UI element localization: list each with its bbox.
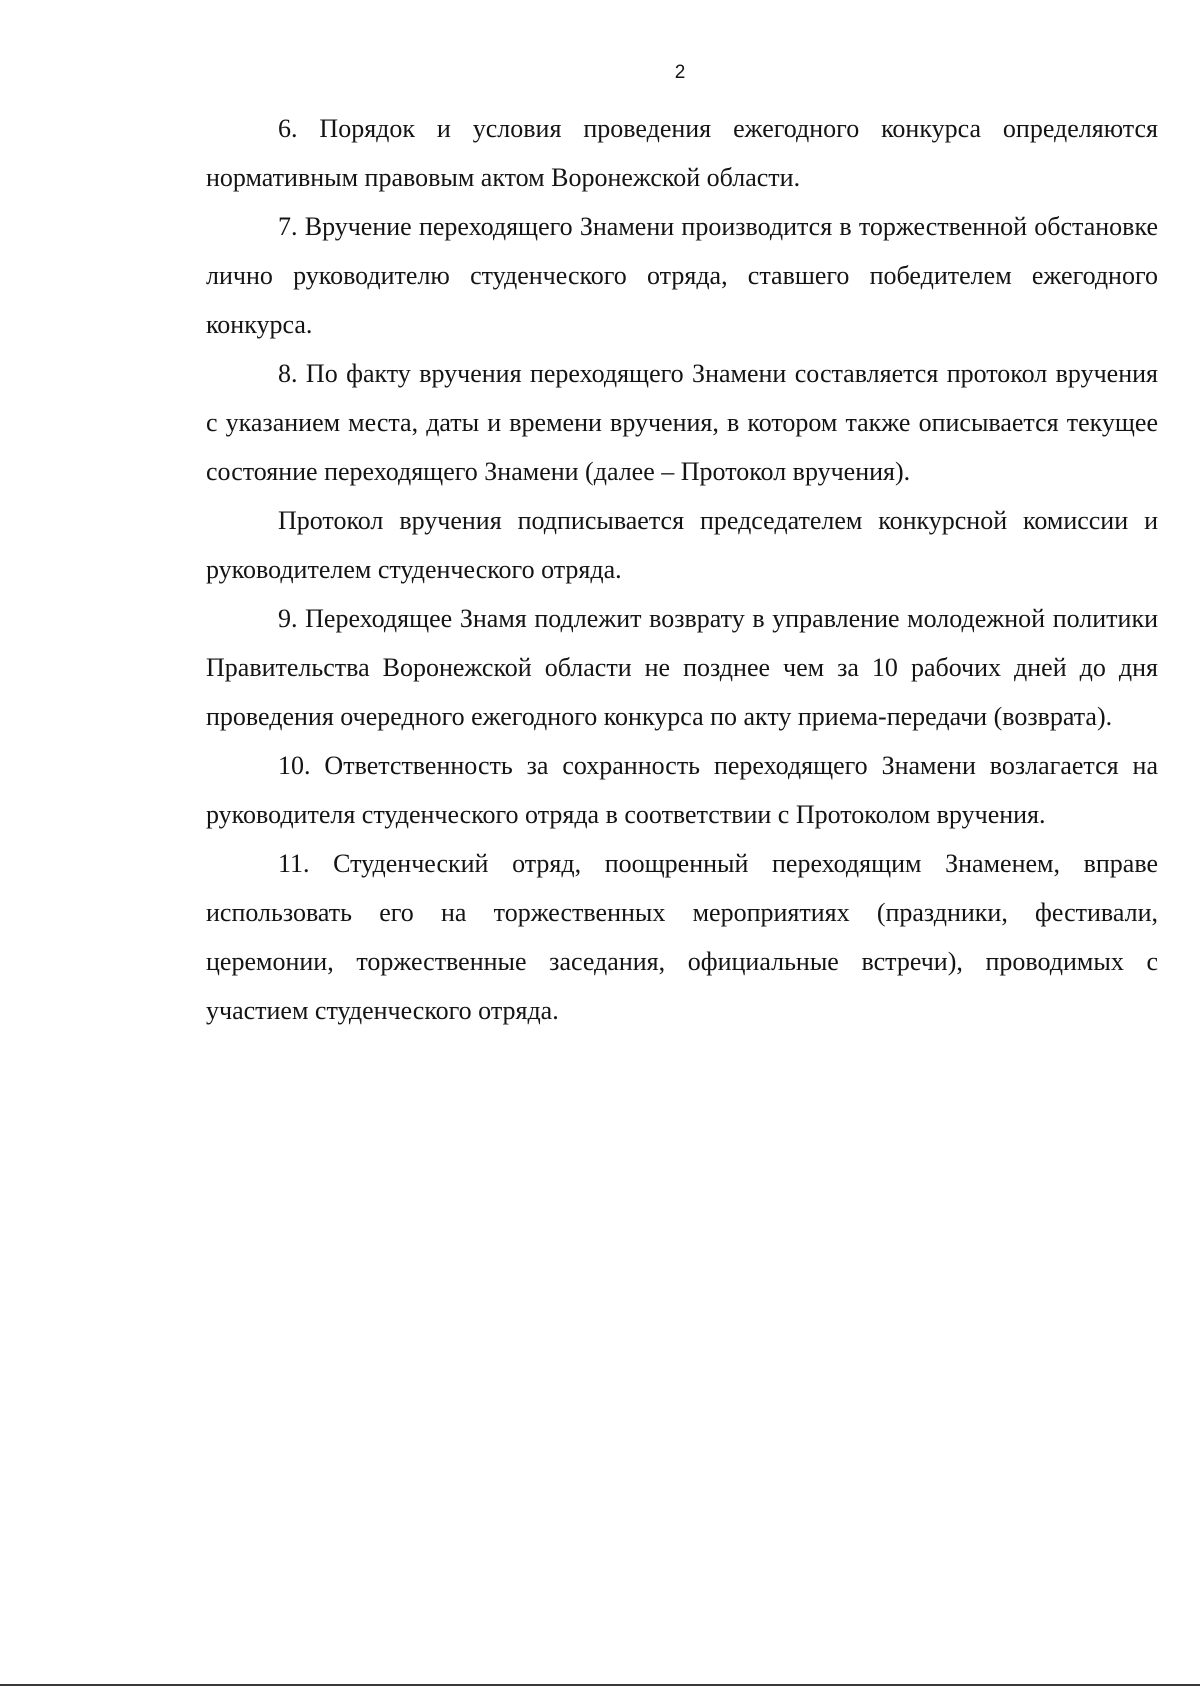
paragraph-7: 7. Вручение переходящего Знамени производится в торжественной обстановке лично руководителю студенческого отряда, ставшего победителем ежегодного конкурса. [206, 212, 1158, 339]
paragraph-8-protocol: Протокол вручения подписывается председателем конкурсной комиссии и руководителем студенческого отряда. [206, 506, 1158, 584]
paragraph-10: 10. Ответственность за сохранность переходящего Знамени возлагается на руководителя студенческого отряда в соответствии с Протоколом вручения. [206, 751, 1158, 829]
paragraph-11: 11. Студенческий отряд, поощренный переходящим Знаменем, вправе использовать его на торжественных мероприятиях (праздники, фестивали, церемонии, торжественные заседания, официальные встречи), проводимых с участием студенческого отряда. [206, 849, 1158, 1025]
scan-edge-line [0, 1684, 1200, 1686]
paragraph-6: 6. Порядок и условия проведения ежегодного конкурса определяются нормативным правовым актом Воронежской области. [206, 114, 1158, 192]
paragraph-9: 9. Переходящее Знамя подлежит возврату в управление молодежной политики Правительства Воронежской области не позднее чем за 10 рабочих дней до дня проведения очередного ежегодного конкурса по акту приема-передачи (возврата). [206, 604, 1158, 731]
page-number: 2 [674, 62, 686, 83]
document-body [206, 104, 1158, 1035]
paragraph-8: 8. По факту вручения переходящего Знамени составляется протокол вручения с указанием места, даты и времени вручения, в котором также описывается текущее состояние переходящего Знамени (далее – Протокол вручения). [206, 359, 1158, 486]
